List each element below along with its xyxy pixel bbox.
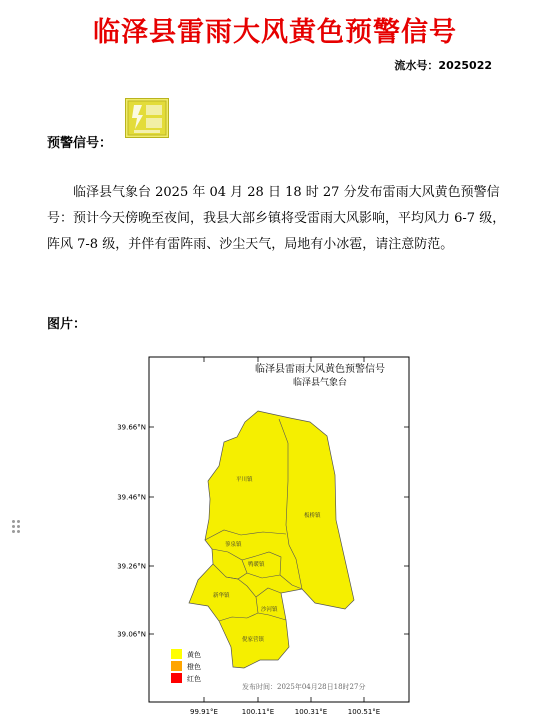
legend-label: 橙色 [187, 663, 201, 671]
town-label: 沙河镇 [261, 607, 278, 613]
longitude-tick-label: 100.31°E [294, 708, 328, 716]
town-label: 倪家营镇 [242, 637, 265, 643]
page-title: 临泽县雷雨大风黄色预警信号 [93, 17, 457, 48]
town-label: 新华镇 [213, 593, 230, 599]
town-label: 板桥镇 [304, 513, 321, 519]
serial-label: 流水号： [394, 59, 439, 72]
longitude-tick-label: 100.51°E [347, 708, 381, 716]
map-subtitle: 临泽县气象台 [292, 378, 348, 388]
latitude-tick-label: 39.06°N [117, 630, 146, 639]
legend-swatch-red [171, 673, 182, 683]
picture-label: 图片： [47, 317, 87, 332]
legend-label: 红色 [187, 675, 201, 683]
town-label: 鸭暖镇 [248, 562, 265, 568]
issue-time: 发布时间：2025年04月28日18时27分 [242, 683, 366, 691]
latitude-tick-label: 39.66°N [117, 423, 146, 432]
latitude-tick-label: 39.26°N [117, 562, 146, 571]
signal-label: 预警信号： [47, 136, 113, 151]
map-title: 临泽县雷雨大风黄色预警信号 [255, 364, 385, 375]
serial-value: 2025022 [438, 59, 492, 72]
warning-content: 临泽县气象台 2025 年 04 月 28 日 18 时 27 分发布雷雨大风黄色预警信号：预计今天傍晚至夜间，我县大部乡镇将受雷雨大风影响，平均风力 6-7 级，阵风 7-8 级，并伴有雷阵雨、沙尘天气，局地有小冰雹，请注意防范。 [47, 185, 506, 252]
legend-swatch-yellow [171, 649, 182, 659]
legend-label: 黄色 [187, 651, 201, 659]
latitude-tick-label: 39.46°N [117, 493, 146, 502]
town-label: 蓼泉镇 [225, 542, 242, 548]
town-label: 平川镇 [236, 477, 253, 483]
longitude-tick-label: 100.11°E [241, 708, 275, 716]
legend-swatch-orange [171, 661, 182, 671]
longitude-tick-label: 99.91°E [190, 708, 218, 716]
